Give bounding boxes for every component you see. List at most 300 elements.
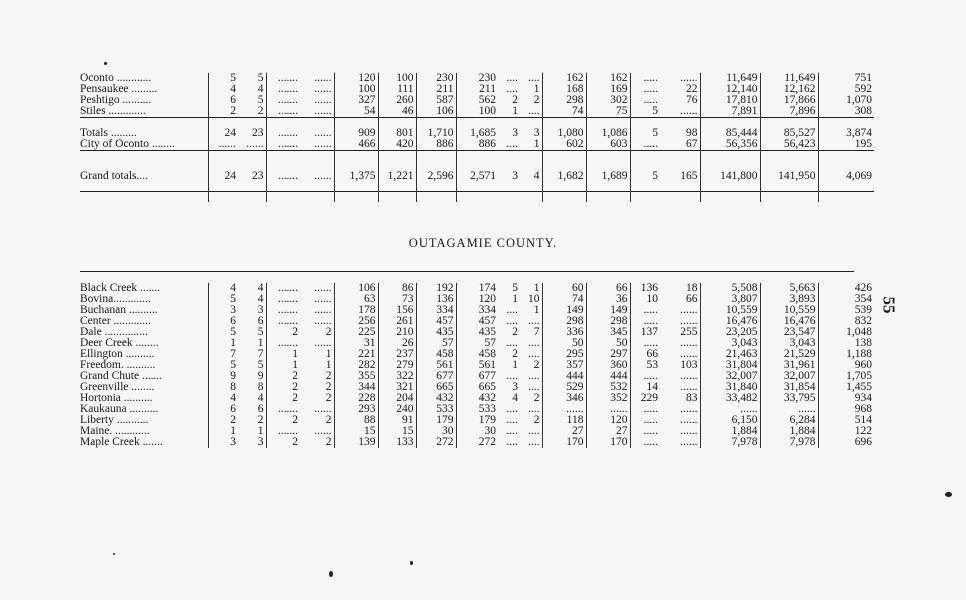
table-cell: 1,188 xyxy=(818,349,874,360)
table-cell: 2 xyxy=(512,349,518,360)
table-cell: 2 xyxy=(325,415,332,426)
table-cell: 26 xyxy=(378,338,416,349)
table-cell: 602 xyxy=(542,139,586,151)
table-cell: 7,891 xyxy=(700,106,760,118)
table-cell: ..... xyxy=(630,404,660,415)
table-cell: 260 xyxy=(378,95,416,106)
table-row xyxy=(80,360,874,371)
table-row xyxy=(80,382,874,393)
table-cell: 1 xyxy=(208,426,238,437)
table-cell: 435 xyxy=(456,327,498,338)
table-cell: 36 xyxy=(586,294,630,305)
table-cell: 2 xyxy=(208,415,238,426)
table-cell: 139 xyxy=(334,437,378,448)
table-cell: 16,476 xyxy=(700,316,760,327)
table-cell: 1 xyxy=(208,338,238,349)
table-cell: 169 xyxy=(586,84,630,95)
table-cell: ...... xyxy=(314,139,332,150)
table-row xyxy=(80,294,874,305)
table-cell: 295 xyxy=(542,349,586,360)
table-cell: 12,162 xyxy=(760,84,818,95)
table-cell: ....... xyxy=(266,128,300,139)
table-cell: 228 xyxy=(334,393,378,404)
table-cell: 162 xyxy=(586,73,630,84)
table-cell: 178 xyxy=(334,305,378,316)
table-cell: 10,559 xyxy=(760,305,818,316)
table-cell: 7,978 xyxy=(700,437,760,448)
table-cell: ..... xyxy=(630,84,660,95)
table-cell: 137 xyxy=(630,327,660,338)
table-cell: 149 xyxy=(586,305,630,316)
table-row xyxy=(80,84,874,95)
row-label: Deer Creek ........ xyxy=(80,338,159,349)
table-cell: 539 xyxy=(818,305,874,316)
table-cell: 444 xyxy=(586,371,630,382)
table-row xyxy=(80,73,874,84)
row-label: Maine. ............ xyxy=(80,426,150,437)
table-cell: 5 xyxy=(208,360,238,371)
row-label: Black Creek ....... xyxy=(80,283,161,294)
table-cell: ...... xyxy=(680,73,698,84)
table-row xyxy=(80,437,874,448)
table-cell: 168 xyxy=(542,84,586,95)
table-cell: 801 xyxy=(378,128,416,139)
table-cell: 357 xyxy=(542,360,586,371)
table-cell: 457 xyxy=(456,316,498,327)
table-cell: 6 xyxy=(208,404,238,415)
table-cell: ...... xyxy=(314,305,332,316)
table-cell: 23,205 xyxy=(700,327,760,338)
table-cell: 2,571 xyxy=(456,161,498,192)
table-cell: 2 xyxy=(266,393,300,404)
ink-speck xyxy=(329,571,333,577)
table-cell: 88 xyxy=(334,415,378,426)
table-cell: 298 xyxy=(542,95,586,106)
table-cell: 30 xyxy=(456,426,498,437)
table-cell: ...... xyxy=(314,84,332,95)
table-cell: .... xyxy=(506,338,518,349)
table-cell: 432 xyxy=(416,393,456,404)
table-cell: 179 xyxy=(456,415,498,426)
table-cell: 5 xyxy=(630,128,660,139)
table-cell: ...... xyxy=(680,426,698,437)
table-cell: 1 xyxy=(257,338,264,349)
table-cell: ....... xyxy=(266,294,300,305)
table-cell: 308 xyxy=(818,106,874,118)
table-row xyxy=(80,404,874,415)
table-cell: ...... xyxy=(314,283,332,294)
row-label: Liberty ........... xyxy=(80,415,149,426)
table-cell: 2 xyxy=(533,360,540,371)
table-cell: 665 xyxy=(456,382,498,393)
table-spacer xyxy=(80,151,874,162)
table-cell: 256 xyxy=(334,316,378,327)
table-cell: 179 xyxy=(416,415,456,426)
table-cell: 360 xyxy=(586,360,630,371)
table-cell: 960 xyxy=(818,360,874,371)
table-cell: 2 xyxy=(208,106,238,118)
table-cell: 8 xyxy=(208,382,238,393)
table-cell: 4 xyxy=(257,283,264,294)
table-cell: 57 xyxy=(416,338,456,349)
table-cell: 3,893 xyxy=(760,294,818,305)
table-cell: 7 xyxy=(533,327,540,338)
table-cell: 355 xyxy=(334,371,378,382)
table-cell: ....... xyxy=(266,106,300,118)
table-cell: .... xyxy=(528,404,540,415)
table-cell: 106 xyxy=(416,106,456,118)
table-cell: 6 xyxy=(257,316,264,327)
table-cell: .... xyxy=(528,426,540,437)
table-cell: .... xyxy=(506,371,518,382)
table-row xyxy=(80,371,874,382)
table-cell: 562 xyxy=(456,95,498,106)
table-cell: 3,874 xyxy=(818,128,874,139)
table-cell: 3,807 xyxy=(700,294,760,305)
table-cell: 1 xyxy=(266,360,300,371)
table-cell: ....... xyxy=(266,84,300,95)
table-cell: 7,896 xyxy=(760,106,818,118)
table-cell: 6 xyxy=(257,404,264,415)
table-cell: 14 xyxy=(630,382,660,393)
table-cell: ..... xyxy=(630,415,660,426)
table-row xyxy=(80,426,874,437)
table-cell: 73 xyxy=(378,294,416,305)
table-cell: ...... xyxy=(314,73,332,84)
table-cell: ..... xyxy=(630,371,660,382)
table-cell: ..... xyxy=(630,338,660,349)
table-cell: .... xyxy=(506,404,518,415)
table-cell: 592 xyxy=(818,84,874,95)
table-cell: 533 xyxy=(456,404,498,415)
table-cell: 31,961 xyxy=(760,360,818,371)
table-cell: 230 xyxy=(416,73,456,84)
table-cell: ...... xyxy=(314,426,332,437)
table-row xyxy=(80,415,874,426)
table-cell: 67 xyxy=(686,139,698,150)
table-cell: 1,685 xyxy=(456,128,498,139)
table-cell: ....... xyxy=(266,338,300,349)
table-cell: 23,547 xyxy=(760,327,818,338)
table-cell: 9 xyxy=(208,371,238,382)
table-cell: 934 xyxy=(818,393,874,404)
table-cell: 5 xyxy=(257,360,264,371)
table-cell: 11,649 xyxy=(760,73,818,84)
table-cell: 103 xyxy=(680,360,698,371)
table-cell: 56,356 xyxy=(700,139,760,151)
table-cell: 122 xyxy=(818,426,874,437)
table-row xyxy=(80,161,874,192)
table-cell: 1,048 xyxy=(818,327,874,338)
table-cell: ..... xyxy=(630,139,660,151)
table-cell: 4 xyxy=(208,283,238,294)
table-cell: 458 xyxy=(456,349,498,360)
table-cell: 4 xyxy=(208,393,238,404)
table-cell: 420 xyxy=(378,139,416,151)
table-cell: 2 xyxy=(266,371,300,382)
table-cell: ...... xyxy=(680,349,698,360)
row-label: Buchanan .......... xyxy=(80,305,158,316)
table-cell: ...... xyxy=(314,106,332,117)
table-cell: 298 xyxy=(542,316,586,327)
table-cell: 4 xyxy=(257,84,264,95)
table-cell: 322 xyxy=(378,371,416,382)
table-cell: 532 xyxy=(586,382,630,393)
table-cell: 7 xyxy=(257,349,264,360)
table-cell: 85,527 xyxy=(760,128,818,139)
table-cell: 31,840 xyxy=(700,382,760,393)
table-cell: ...... xyxy=(680,382,698,393)
table-cell: 4,069 xyxy=(818,161,874,192)
table-cell: 23 xyxy=(252,169,264,182)
table-cell: 4 xyxy=(512,393,518,404)
table-cell: 18 xyxy=(686,283,698,294)
table-cell: 282 xyxy=(334,360,378,371)
table-cell: ...... xyxy=(586,404,630,415)
row-label: Dale ............... xyxy=(80,327,148,338)
table-cell: 1,884 xyxy=(700,426,760,437)
ink-speck xyxy=(945,492,952,497)
table-cell: 229 xyxy=(630,393,660,404)
table-cell: 3 xyxy=(257,305,264,316)
table-cell: 21,529 xyxy=(760,349,818,360)
page-number: 55 xyxy=(879,296,899,314)
table-cell: 4 xyxy=(533,169,540,182)
table-cell: 204 xyxy=(378,393,416,404)
table-cell: 31,854 xyxy=(760,382,818,393)
table-cell: 5 xyxy=(208,73,238,84)
table-cell: 2 xyxy=(257,106,264,117)
table-cell: 561 xyxy=(456,360,498,371)
table-cell: 3 xyxy=(533,128,540,139)
table-cell: 3 xyxy=(257,437,264,448)
table-cell: 76 xyxy=(686,95,698,106)
table-cell: 677 xyxy=(456,371,498,382)
ink-speck xyxy=(113,553,115,555)
row-label: Peshtigo .......... xyxy=(80,95,152,106)
table-cell: 165 xyxy=(680,169,698,182)
table-cell: 111 xyxy=(378,84,416,95)
table-cell: 24 xyxy=(208,128,238,139)
table-cell: 1,221 xyxy=(378,161,416,192)
table-cell: .... xyxy=(506,415,518,426)
table-cell: 345 xyxy=(586,327,630,338)
table-cell: 751 xyxy=(818,73,874,84)
table-cell: 4 xyxy=(257,393,264,404)
table-row xyxy=(80,393,874,404)
table-cell: ...... xyxy=(680,338,698,349)
table-cell: 85,444 xyxy=(700,128,760,139)
table-cell: 33,795 xyxy=(760,393,818,404)
table-cell: 8 xyxy=(257,382,264,393)
table-cell: 1 xyxy=(257,426,264,437)
row-label: Greenville ........ xyxy=(80,382,155,393)
table-cell: 91 xyxy=(378,415,416,426)
table-cell: 5 xyxy=(257,73,264,84)
table-cell: ..... xyxy=(630,437,660,448)
table-cell: 15 xyxy=(334,426,378,437)
table-cell: .... xyxy=(528,338,540,349)
table-cell: 2 xyxy=(257,415,264,426)
row-label: Bovina............. xyxy=(80,294,151,305)
table-cell: 327 xyxy=(334,95,378,106)
table-cell: 66 xyxy=(630,349,660,360)
table-cell: 66 xyxy=(586,283,630,294)
table-cell: 1 xyxy=(325,349,332,360)
table-cell: 56,423 xyxy=(760,139,818,151)
outagamie-county-table xyxy=(80,283,874,448)
table-cell: 15 xyxy=(378,426,416,437)
table-cell: ...... xyxy=(208,139,238,151)
row-label: Hortonia .......... xyxy=(80,393,153,404)
table-cell: ...... xyxy=(680,404,698,415)
table-cell: 302 xyxy=(586,95,630,106)
table-cell: 60 xyxy=(542,283,586,294)
table-cell: 5 xyxy=(257,95,264,106)
table-cell: 17,866 xyxy=(760,95,818,106)
table-cell: 66 xyxy=(686,294,698,305)
table-cell: 1,086 xyxy=(586,128,630,139)
table-spacer xyxy=(80,192,874,203)
table-cell: 352 xyxy=(586,393,630,404)
table-cell: 120 xyxy=(456,294,498,305)
table-cell: ...... xyxy=(314,316,332,327)
table-cell: .... xyxy=(528,106,540,117)
table-cell: 2 xyxy=(325,371,332,382)
table-cell: 279 xyxy=(378,360,416,371)
row-label: Grand totals.... xyxy=(80,169,149,182)
table-cell: 83 xyxy=(686,393,698,404)
table-cell: ..... xyxy=(630,316,660,327)
table-cell: 10 xyxy=(528,294,540,305)
table-cell: 3,043 xyxy=(700,338,760,349)
table-cell: 23 xyxy=(252,128,264,139)
table-cell: 230 xyxy=(456,73,498,84)
table-cell: 162 xyxy=(542,73,586,84)
table-cell: 24 xyxy=(208,161,238,192)
table-cell: ....... xyxy=(266,161,300,192)
table-cell: 5 xyxy=(257,327,264,338)
table-cell: 156 xyxy=(378,305,416,316)
table-cell: 21,463 xyxy=(700,349,760,360)
table-cell: 2 xyxy=(266,327,300,338)
table-cell: 2 xyxy=(512,95,518,106)
table-cell: 5 xyxy=(630,106,660,118)
table-cell: 5 xyxy=(208,327,238,338)
table-cell: ...... xyxy=(314,338,332,349)
table-cell: 2 xyxy=(266,437,300,448)
table-cell: 211 xyxy=(416,84,456,95)
table-cell: 237 xyxy=(378,349,416,360)
table-cell: 225 xyxy=(334,327,378,338)
table-cell: 2 xyxy=(266,415,300,426)
table-cell: 141,950 xyxy=(760,161,818,192)
table-cell: 5 xyxy=(630,161,660,192)
table-cell: 133 xyxy=(378,437,416,448)
table-cell: 457 xyxy=(416,316,456,327)
table-cell: 1,682 xyxy=(542,161,586,192)
table-cell: 32,007 xyxy=(760,371,818,382)
row-label: Pensaukee ......... xyxy=(80,84,158,95)
table-row xyxy=(80,349,874,360)
table-cell: 968 xyxy=(818,404,874,415)
row-label: Freedom. .......... xyxy=(80,360,156,371)
table-cell: 4 xyxy=(208,84,238,95)
table-cell: 6 xyxy=(208,316,238,327)
table-cell: 118 xyxy=(542,415,586,426)
table-cell: 10 xyxy=(630,294,660,305)
table-spacer xyxy=(80,118,874,129)
table-cell: ...... xyxy=(680,316,698,327)
table-cell: 6 xyxy=(208,95,238,106)
row-label: City of Oconto ........ xyxy=(80,139,175,150)
table-row xyxy=(80,128,874,139)
table-cell: 100 xyxy=(334,84,378,95)
table-cell: ...... xyxy=(542,404,586,415)
table-cell: .... xyxy=(506,73,518,84)
table-cell: 2,596 xyxy=(416,161,456,192)
table-cell: ....... xyxy=(266,283,300,294)
table-row xyxy=(80,327,874,338)
table-cell: ...... xyxy=(314,169,332,182)
table-cell: .... xyxy=(528,371,540,382)
table-cell: ..... xyxy=(630,305,660,316)
table-cell: ...... xyxy=(680,437,698,448)
table-cell: 2 xyxy=(533,95,540,106)
row-label: Stiles ............. xyxy=(80,106,146,117)
table-cell: .... xyxy=(528,73,540,84)
table-cell: 170 xyxy=(586,437,630,448)
table-cell: 11,649 xyxy=(700,73,760,84)
table-cell: 2 xyxy=(325,393,332,404)
table-cell: 27 xyxy=(586,426,630,437)
table-cell: 32,007 xyxy=(700,371,760,382)
row-label: Oconto ............ xyxy=(80,73,152,84)
table-cell: 106 xyxy=(334,283,378,294)
table-cell: 9 xyxy=(257,371,264,382)
table-cell: 346 xyxy=(542,393,586,404)
table-cell: 27 xyxy=(542,426,586,437)
table-cell: 136 xyxy=(630,283,660,294)
table-cell: 33,482 xyxy=(700,393,760,404)
table-cell: 435 xyxy=(416,327,456,338)
table-cell: 211 xyxy=(456,84,498,95)
table-cell: 210 xyxy=(378,327,416,338)
table-row xyxy=(80,106,874,118)
table-cell: 54 xyxy=(334,106,378,118)
table-cell: 1 xyxy=(512,294,518,305)
table-cell: ....... xyxy=(266,316,300,327)
table-cell: 3 xyxy=(512,169,518,182)
table-cell: 3,043 xyxy=(760,338,818,349)
table-cell: 1,705 xyxy=(818,371,874,382)
row-label: Grand Chute ....... xyxy=(80,371,163,382)
table-cell: 297 xyxy=(586,349,630,360)
table-cell: .... xyxy=(506,305,518,316)
table-cell: 1 xyxy=(533,283,540,294)
table-cell: ....... xyxy=(266,95,300,106)
table-cell: 74 xyxy=(542,294,586,305)
table-cell: 57 xyxy=(456,338,498,349)
table-cell: 50 xyxy=(586,338,630,349)
table-cell: 255 xyxy=(680,327,698,338)
table-cell: 141,800 xyxy=(700,161,760,192)
table-cell: ...... xyxy=(314,404,332,415)
table-cell: ...... xyxy=(700,404,760,415)
table-cell: 2 xyxy=(325,437,332,448)
table-cell: 5 xyxy=(512,283,518,294)
table-cell: 138 xyxy=(818,338,874,349)
